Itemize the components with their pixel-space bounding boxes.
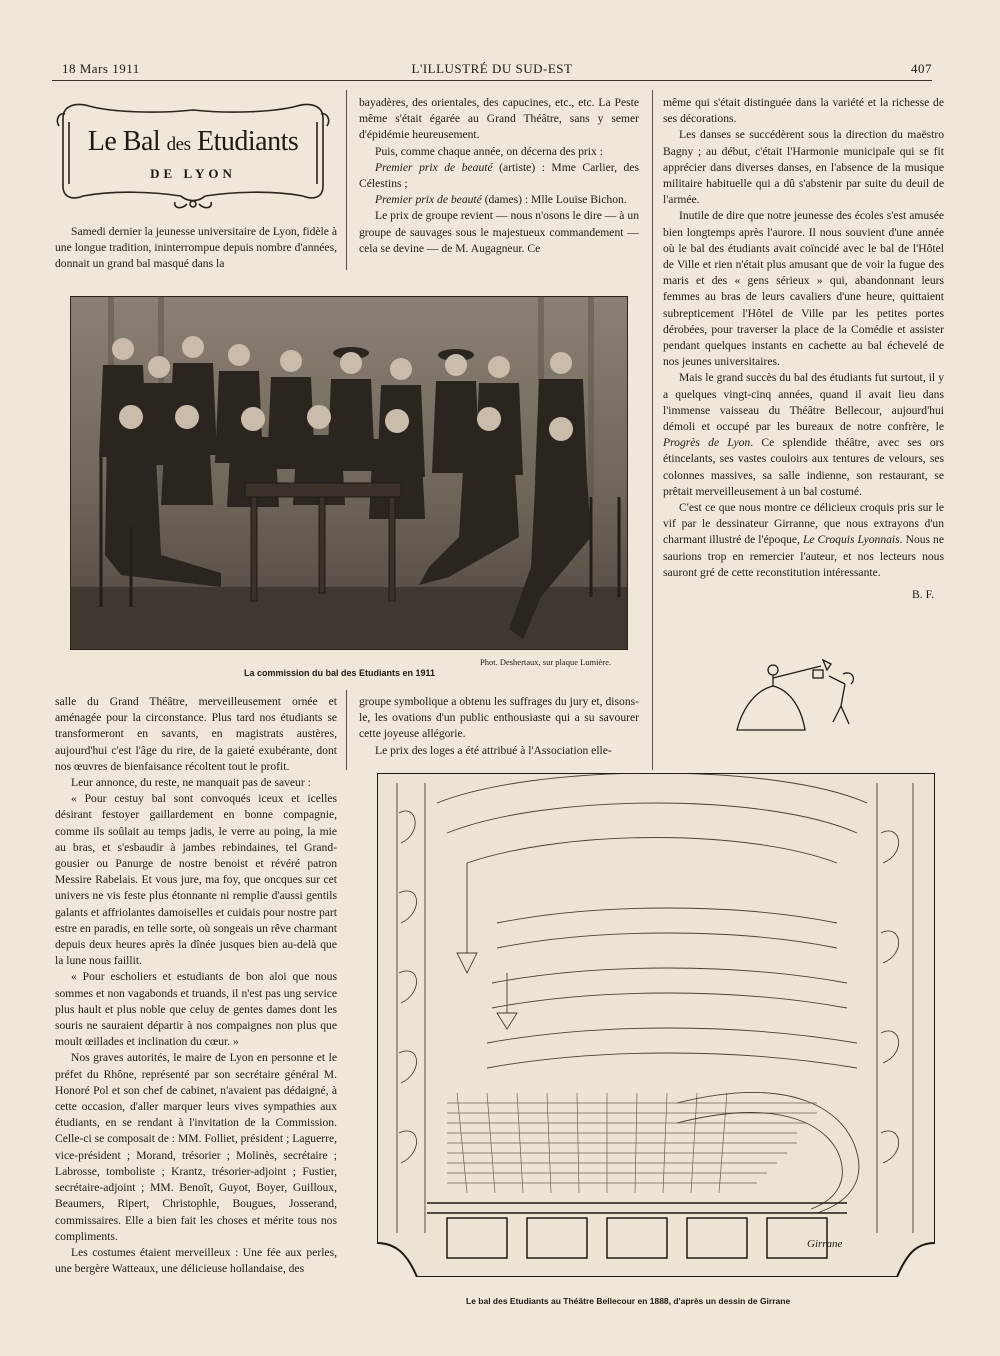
prize-label: Premier prix de beauté: [375, 160, 493, 174]
prize-line: [359, 160, 639, 192]
article-title-block: [55, 100, 331, 212]
paragraph: Les danses se succédèrent sous la direction du maëstro Bagny ; au début, c'était l'Harmonie municipale qui se fit apprécier dans diverses danses, en l'absence de la musique militaire habituelle qui a dû s'abstenir par suite du deuil de l'armée.: [663, 128, 944, 207]
paragraph: Puis, comme chaque année, on décerna des prix :: [375, 144, 603, 158]
prize-label: Premier prix de beauté: [375, 193, 482, 207]
italic-title: Progrès de Lyon: [663, 436, 751, 450]
engraving-signature: Girrane: [807, 1238, 843, 1250]
engraving-caption: Le bal des Etudiants au Théâtre Bellecour en 1888, d'après un dessin de Girrane: [466, 1296, 791, 1306]
paragraph: Le prix de groupe revient — nous n'osons le dire — à un groupe de sauvages sous le majestueux commandement — cela se devine — de M. Augagneur. Ce: [359, 209, 639, 255]
text-run: Mais le grand succès du bal des étudiants fut surtout, il y a quelques vingt-cinq années, quand il avait lieu dans l'immense vaisseau du Théâtre Bellecour, aujourd'hui démoli et occupé par les bureaux de notre confrère, le: [663, 371, 944, 434]
dancing-couple-sketch: [733, 656, 869, 736]
paragraph: Samedi dernier la jeunesse universitaire de Lyon, fidèle à une longue tradition, ininterrompue depuis nombre d'années, donnait un grand bal masqué dans la: [55, 225, 337, 271]
engraving-illustration: [377, 773, 935, 1277]
column-2-bottom: [359, 694, 639, 759]
header-page-number: 407: [911, 61, 932, 76]
paragraph: Le prix des loges a été attribué à l'Association elle-: [375, 743, 612, 757]
title-word-etudiants: Etudiants: [196, 126, 299, 157]
column-1-top: [55, 224, 337, 273]
prize-text: (dames) : Mlle Louise Bichon.: [484, 193, 627, 207]
page-header: [52, 58, 932, 81]
paragraph: [663, 370, 944, 500]
header-date: 18 Mars 1911: [62, 61, 140, 76]
author-signature: B. F.: [912, 588, 934, 602]
italic-title: Le Croquis Lyonnais: [802, 533, 900, 547]
header-journal-title: L'ILLUSTRÉ DU SUD-EST: [411, 61, 573, 76]
article-title: [55, 126, 331, 158]
photo-caption: La commission du bal des Etudiants en 1911: [244, 668, 436, 678]
prize-text: (artiste) : Mme Carlier, des Célestins ;: [359, 160, 639, 191]
paragraph: Nos graves autorités, le maire de Lyon en personne et le préfet du Rhône, représenté par son secrétaire général M. Honoré Pol et son chef de cabinet, n'avaient pas dédaigné, à cette occasion, d'aller marquer leurs vives sympathies aux étudiants, en se rendant à l'invitation de la Commission. Celle-ci se composait de : MM. Folliet, président ; Laguerre, vice-président ; Morand, trésorier ; Molinès, secrétaire ; Labrosse, tomboliste ; Krantz, trésorier-adjoint ; Fustier, secrétaire-adjoint ; MM. Benoît, Guyot, Boyer, Guilloux, Beaumers, Ripert, Christophle, Bougues, Josserand, commissaires. Elle a bien fait les choses et mérite tous nos compliments.: [55, 1051, 337, 1243]
paragraph: [663, 500, 944, 581]
text-run: . Ce splendide théâtre, avec ses ors étincelants, ses vastes couloirs aux tentures de velours, ses colonnes massives, sa salle indienne, son restaurant, se prêtait merveilleusement à un bal costumé.: [663, 436, 944, 498]
column-rule-bottom-left: [346, 690, 347, 770]
prize-line: [359, 192, 639, 208]
photo-illustration: [71, 297, 627, 649]
column-rule-top-right: [652, 90, 653, 770]
column-rule-top-left: [346, 90, 347, 270]
column-3: [663, 95, 944, 603]
paragraph: salle du Grand Théâtre, merveilleusement ornée et aménagée pour la circonstance. Plus tard nos étudiants se transformeront en savants, en magistrats austères, aujourd'hui c'est l'âge du rire, de la gaieté exubérante, dont nos œuvres de bienfaisance récoltent tout le profit.: [55, 695, 337, 773]
paragraph: « Pour cestuy bal sont convoqués iceux et icelles désirant festoyer gaillardement en bonne compagnie, comme ils soûlait au temps jadis, le verre au poing, la mie au bras, et s'esbaudir à jambes rebindaines, tel Grand-gousier ou Panurge de nostre benoist et révéré patron Messire Rabelais. Et vous jure, ma foy, que oncques sur cet univers ne vis feste plus étonnante ni remplie d'aussi gentils galants et affriolantes damoiselles et cuidais pour nostre part estre en paradis, en telle sorte, où songeais un rêve charmant depuis deux heures après la dînée jusques bien au-delà que la lune nous faillit.: [55, 792, 337, 968]
dancers-illustration: [733, 656, 869, 736]
paragraph: même qui s'était distinguée dans la variété et la richesse de ses décorations.: [663, 96, 944, 126]
column-2-top: [359, 95, 639, 257]
text-run: C'est ce que nous montre ce délicieux croquis pris sur le vif par le dessinateur Girranne, que nous extrayons d'un charmant illustré de l'époque,: [663, 501, 944, 547]
paragraph: groupe symbolique a obtenu les suffrages du jury et, disons-le, les ovations d'un public enthousiaste qui a su savourer cette joyeuse allégorie.: [359, 695, 639, 741]
title-word-des: des: [166, 134, 191, 155]
column-1-bottom: [55, 694, 337, 1277]
title-word-bal: Le Bal: [87, 126, 161, 157]
group-photograph: [70, 296, 628, 650]
paragraph: Inutile de dire que notre jeunesse des écoles s'est amusée bien longtemps après l'aurore. Il nous souvient d'une année où le bal des étudiants avait coïncidé avec le bal de l'Hôtel de Ville et rien n'était plus amusant que de voir la fugue des maris et des « gens sérieux » qui, abandonnant leurs femmes au bras de leurs cavaliers d'une heure, quittaient subrepticement l'Hôtel de Ville par les petites portes dérobées, pour traverser la place de la Comédie et assister pendant quelques instants en cachette au bal échevelé de nos jeunes universitaires.: [663, 209, 944, 369]
paragraph: bayadères, des orientales, des capucines, etc., etc. La Peste même s'était égarée au Grand Théâtre, sans y semer d'épidémie heureusement.: [359, 96, 639, 142]
paragraph: Les costumes étaient merveilleux : Une fée aux perles, une bergère Watteaux, une délicieuse hollandaise, des: [55, 1245, 337, 1276]
theatre-engraving: [377, 773, 935, 1277]
paragraph: Leur annonce, du reste, ne manquait pas de saveur :: [71, 776, 311, 790]
photo-credit: Phot. Deshertaux, sur plaque Lumière.: [480, 657, 612, 667]
text-run: . Nous ne saurions trop en remercier l'auteur, et nos lecteurs nous sauront gré de cette reconstitution intéressante.: [663, 533, 944, 579]
paragraph: « Pour escholiers et estudiants de bon aloi que nous sommes et non vagabonds et truands, il n'est pas ung service plus hault et plus noble que celuy de gentes dames dont les souris ne sauraient départir à nos compaignes non plus que moult œillades et inclination du cœur. »: [55, 970, 337, 1049]
article-subtitle: DE LYON: [150, 166, 236, 181]
